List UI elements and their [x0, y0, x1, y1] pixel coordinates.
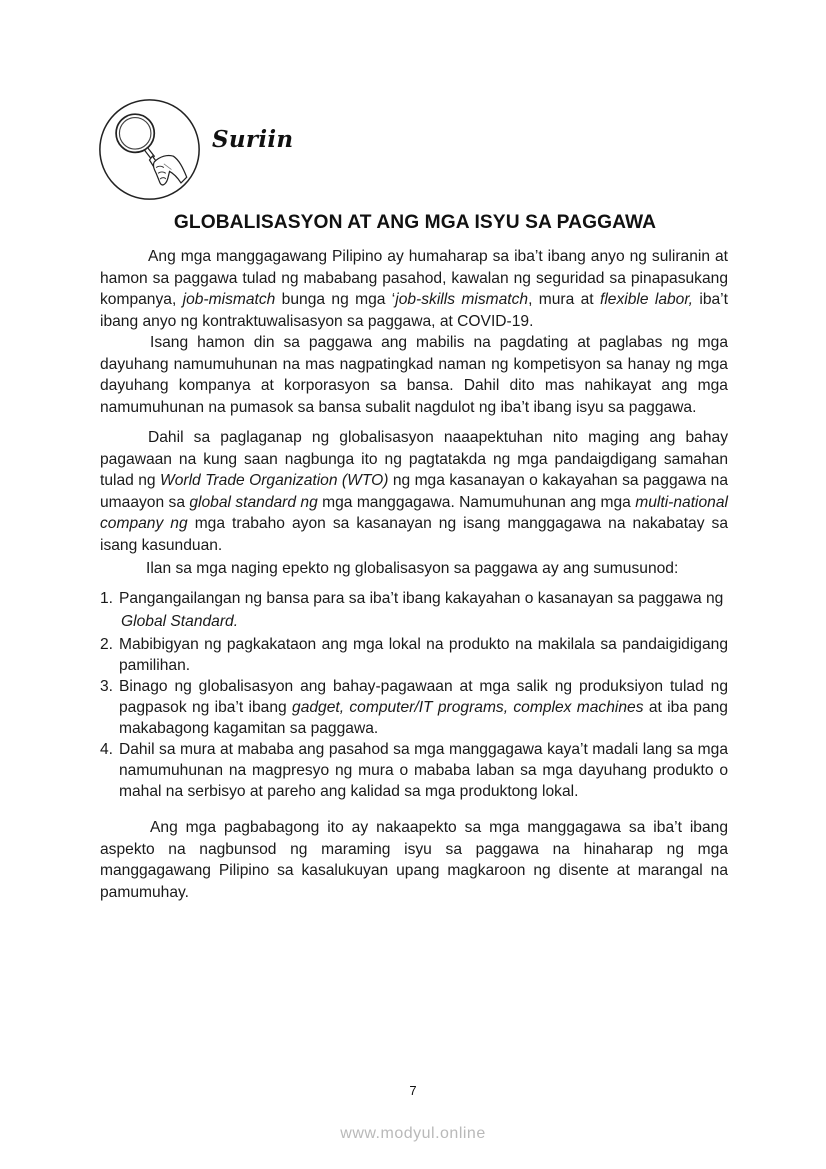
paragraph-foreign-investors	[100, 332, 728, 418]
list-item	[100, 588, 728, 634]
magnifying-glass-in-hand-icon	[97, 97, 202, 202]
list-item	[100, 739, 728, 802]
text-run: Ang mga manggagawang Pilipino ay humaharap sa iba’t ibang anyo ng suliranin at hamon sa paggawa tulad ng mababang pasahod, kawalan ng seguridad sa pinapasukang kompanya,	[100, 248, 728, 308]
page-title: GLOBALISASYON AT ANG MGA ISYU SA PAGGAWA	[173, 212, 657, 233]
paragraph-intro-challenges	[100, 246, 728, 332]
text-run: at iba pang makabagong kagamitan sa paggawa.	[119, 699, 728, 737]
list-item	[100, 634, 728, 676]
italic-term: global standard ng	[189, 493, 318, 511]
text-run: mga trabaho ayon sa kasanayan ng isang manggagawa na nakabatay sa isang kasunduan.	[100, 515, 728, 554]
effects-list	[100, 588, 728, 802]
list-intro: Ilan sa mga naging epekto ng globalisasyon sa paggawa ay ang sumusunod:	[146, 560, 679, 577]
list-number: 2.	[100, 636, 114, 653]
italic-term: job-skills mismatch	[395, 291, 529, 308]
watermark: www.modyul.online	[340, 1125, 486, 1142]
text-run: bunga ng mga ‘	[275, 291, 396, 308]
text-run: Binago ng globalisasyon ang bahay-pagawaan at mga salik ng produksiyon tulad ng pagpasok ng iba’t ibang	[119, 678, 728, 716]
italic-term: gadget, computer/IT programs, complex machines	[292, 699, 644, 716]
text-run: Dahil sa paglaganap ng globalisasyon naaapektuhan nito maging ang bahay pagawaan na kung saan nagbunga ito ng pagtatakda ng mga pandaigdigang samahan tulad ng	[100, 429, 728, 489]
page-number: 7	[409, 1083, 417, 1098]
list-number: 3.	[100, 678, 114, 695]
text-run: Dahil sa mura at mababa ang pasahod sa mga manggagawa kaya’t madali lang sa mga namumuhunan na magpresyo ng mura o mababa laban sa mga dayuhang produkto o mahal na serbisyo at pareho ang kalidad sa mga produktong lokal.	[119, 741, 728, 800]
text-run: Isang hamon din sa paggawa ang mabilis na pagdating at paglabas ng mga dayuhang namumuhunan na mas nagpatingkad naman ng kompetisyon sa hanay ng mga dayuhang kompanya at korporasyon sa bansa. Dahil dito mas nahikayat ang mga namumuhunan na pumasok sa bansa subalit nagdulot ng iba’t ibang isyu sa paggawa.	[100, 334, 728, 416]
text-run: mga manggagawa. Namumuhunan ang mga	[317, 493, 636, 511]
text-run: iba’t ibang anyo ng kontraktuwalisasyon sa paggawa, at COVID-19.	[100, 291, 728, 330]
paragraph-globalization-effects	[100, 427, 728, 556]
italic-term: Global Standard.	[121, 613, 239, 630]
text-run: Ang mga pagbabagong ito ay nakaapekto sa mga manggagawa sa iba’t ibang aspekto na nagbunsod ng maraming isyu sa paggawa na hinaharap ng mga manggagawang Pilipino sa kasalukuyan upang magkaroon ng disente at marangal na pamumuhay.	[100, 819, 728, 901]
italic-term: flexible labor,	[599, 291, 694, 308]
list-number: 1.	[100, 590, 114, 607]
section-label: Suriin	[212, 126, 294, 153]
italic-term: job-mismatch	[182, 291, 276, 308]
italic-term: multi-national company ng	[100, 493, 728, 532]
text-run: ng mga kasanayan o kakayahan sa paggawa na umaayon sa	[100, 472, 728, 511]
list-item	[100, 676, 728, 739]
text-run: , mura at	[528, 291, 600, 308]
paragraph-conclusion	[100, 817, 728, 903]
italic-term: World Trade Organization (WTO)	[159, 472, 389, 489]
text-run: Pangangailangan ng bansa para sa iba’t ibang kakayahan o kasanayan sa paggawa ng	[119, 590, 724, 607]
text-run: Mabibigyan ng pagkakataon ang mga lokal na produkto na makilala sa pandaigidigang pamilihan.	[119, 636, 728, 674]
list-number: 4.	[100, 741, 114, 758]
